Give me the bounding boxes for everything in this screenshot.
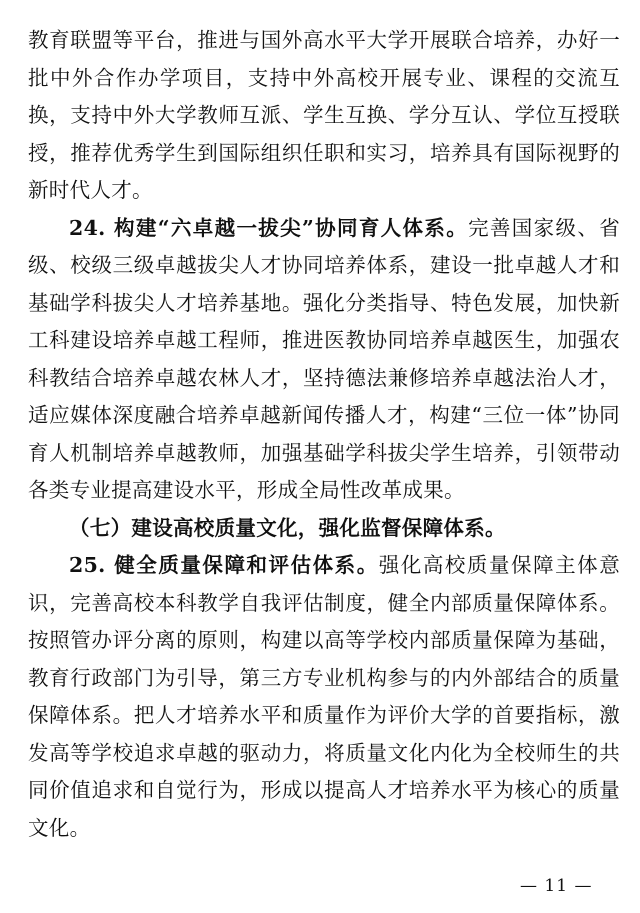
intro-paragraph: 教育联盟等平台，推进与国外高水平大学开展联合培养，办好一批中外合作办学项目，支持中外高校开展专业、课程的交流互换，支持中外大学教师互派、学生互换、学分互认、学位互授联授，推荐优秀学生到国际组织任职和实习，培养具有国际视野的新时代人才。 bbox=[28, 28, 620, 202]
item-24-heading: 24. 构建“六卓越一拔尖”协同育人体系。 bbox=[69, 215, 469, 240]
item-25-paragraph bbox=[28, 547, 620, 847]
item-25-heading: 25. 健全质量保障和评估体系。 bbox=[69, 553, 379, 577]
item-24-body: 完善国家级、省级、校级三级卓越拔尖人才协同培养体系，建设一批卓越人才和基础学科拔尖人才培养基地。强化分类指导、特色发展，加快新工科建设培养卓越工程师，推进医教协同培养卓越医生，加强农科教结合培养卓越农林人才，坚持德法兼修培养卓越法治人才，适应媒体深度融合培养卓越新闻传播人才，构建“三位一体”协同育人机制培养卓越教师，加强基础学科拔尖学生培养，引领带动各类专业提高建设水平，形成全局性改革成果。 bbox=[28, 215, 620, 502]
item-25-body: 强化高校质量保障主体意识，完善高校本科教学自我评估制度，健全内部质量保障体系。按照管办评分离的原则，构建以高等学校内部质量保障为基础，教育行政部门为引导，第三方专业机构参与的内外部结合的质量保障体系。把人才培养水平和质量作为评价大学的首要指标，激发高等学校追求卓越的驱动力，将质量文化内化为全校师生的共同价值追求和自觉行为，形成以提高人才培养水平为核心的质量文化。 bbox=[28, 553, 620, 840]
document-page bbox=[28, 22, 620, 847]
item-24-paragraph bbox=[28, 210, 620, 510]
section-7-heading: （七）建设高校质量文化，强化监督保障体系。 bbox=[69, 515, 506, 540]
page-number: — 11 — bbox=[520, 876, 593, 896]
